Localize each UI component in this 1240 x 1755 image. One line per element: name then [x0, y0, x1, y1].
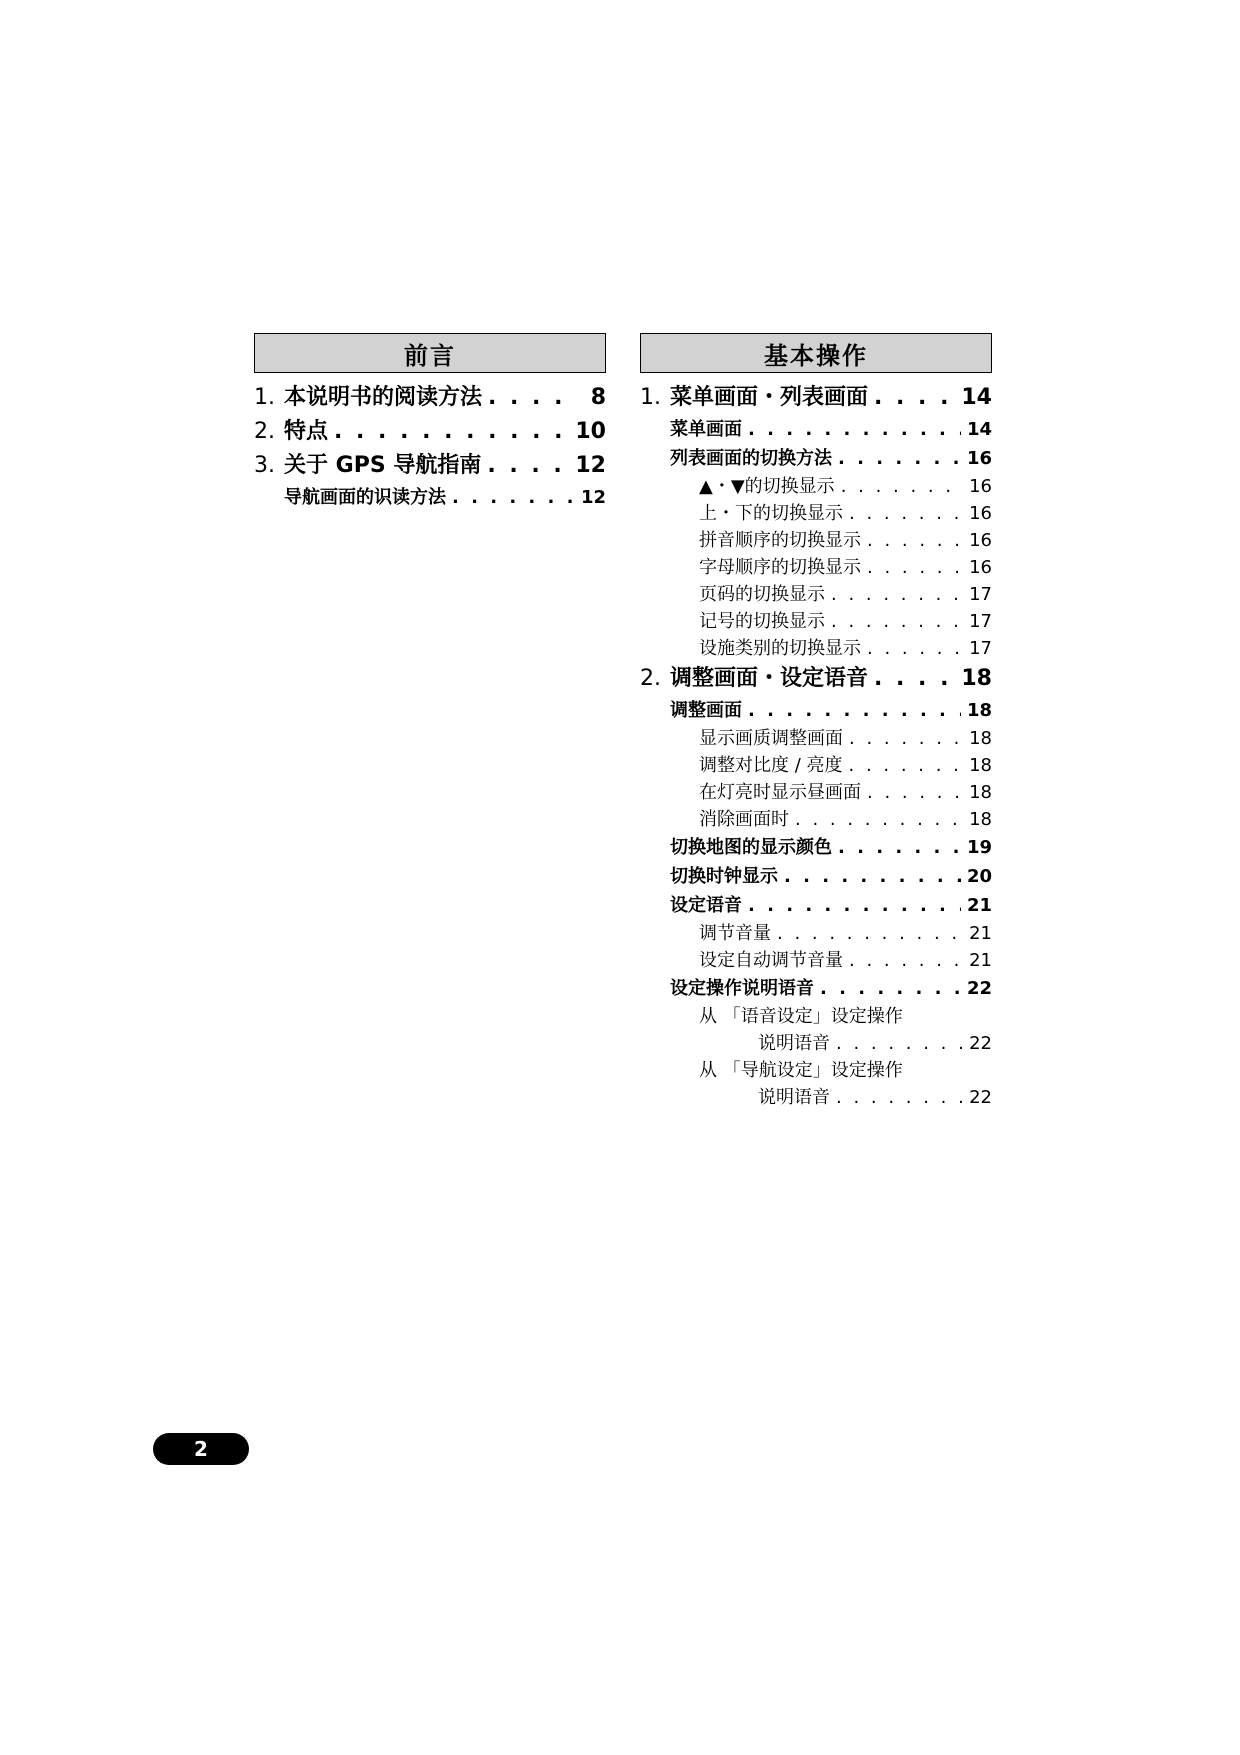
dot-leader	[831, 581, 963, 608]
toc-entry[interactable]	[640, 1057, 992, 1084]
toc-entry-title	[670, 891, 742, 920]
toc-entry-title-text: 设定操作说明语音	[670, 978, 814, 999]
toc-entry-page: 12	[575, 453, 606, 478]
toc-entry-page: 18	[969, 755, 992, 776]
toc-entry-page: 16	[969, 530, 992, 551]
dot-leader	[867, 779, 963, 806]
toc-entry[interactable]	[640, 662, 992, 696]
toc-entry-title-text: 设施类别的切换显示	[699, 638, 861, 659]
toc-entry-title	[699, 920, 771, 947]
toc-entry-title	[699, 500, 843, 527]
toc-entry-page: 18	[969, 809, 992, 830]
toc-entry[interactable]	[640, 635, 992, 662]
toc-entry-title-text: 菜单画面・列表画面	[670, 385, 869, 410]
dot-leader	[784, 862, 961, 891]
toc-column-basic-operations	[640, 333, 992, 1111]
toc-entry[interactable]	[640, 806, 992, 833]
toc-entry-title	[284, 483, 446, 512]
dot-leader	[836, 1084, 963, 1111]
toc-entry-number: 2.	[254, 419, 275, 444]
toc-entry-title-text: 特点	[284, 419, 329, 444]
dot-leader	[849, 500, 963, 527]
toc-entry-title	[699, 1057, 903, 1084]
toc-entry-title-text: 上・下的切换显示	[699, 503, 843, 524]
dot-leader	[874, 662, 955, 696]
dot-leader	[488, 381, 578, 415]
toc-entry[interactable]	[640, 779, 992, 806]
toc-entry-title	[699, 581, 825, 608]
toc-entry-title	[254, 381, 482, 415]
toc-entry-title-text: 从 「语音设定」设定操作	[699, 1006, 903, 1027]
dot-leader	[849, 752, 964, 779]
dot-leader	[838, 833, 961, 862]
toc-entry-title	[670, 415, 742, 444]
toc-entry-page: 18	[969, 782, 992, 803]
toc-entry-page: 21	[969, 923, 992, 944]
toc-entry-title-text: 菜单画面	[670, 419, 742, 440]
toc-entry-title	[699, 608, 825, 635]
toc-column-foreword	[254, 333, 606, 512]
toc-entry-page: 18	[961, 666, 992, 691]
dot-leader	[849, 725, 963, 752]
toc-entry-title-text: 调整画面	[670, 700, 742, 721]
toc-entry-title-text: ▲・▼的切换显示	[699, 476, 835, 497]
dot-leader	[831, 608, 963, 635]
toc-entry-title-text: 调整对比度 / 亮度	[699, 755, 843, 776]
toc-entry-title-text: 设定语音	[670, 895, 742, 916]
toc-entry-title	[699, 725, 843, 752]
toc-entry[interactable]	[640, 608, 992, 635]
section-header-basic-operations: 基本操作	[640, 333, 992, 373]
toc-entry-page: 18	[969, 728, 992, 749]
dot-leader	[874, 381, 955, 415]
toc-entry-title	[699, 947, 843, 974]
toc-entry-page: 8	[590, 385, 606, 410]
toc-entry[interactable]	[640, 891, 992, 920]
toc-entry-title	[670, 862, 778, 891]
toc-entry-page: 17	[969, 584, 992, 605]
toc-entry[interactable]	[640, 862, 992, 891]
toc-entry-title	[699, 1003, 903, 1030]
toc-entry-number: 1.	[254, 385, 275, 410]
toc-entry[interactable]	[640, 381, 992, 415]
toc-entry-page: 16	[969, 503, 992, 524]
toc-entry-title	[699, 527, 861, 554]
toc-entry-title-text: 消除画面时	[699, 809, 789, 830]
toc-entry-page: 22	[966, 978, 992, 999]
toc-entry-title-text: 字母顺序的切换显示	[699, 557, 861, 578]
toc-entry-page: 10	[575, 419, 606, 444]
toc-entry[interactable]	[640, 1003, 992, 1030]
toc-entry-title-text: 页码的切换显示	[699, 584, 825, 605]
dot-leader	[487, 449, 569, 483]
toc-entry[interactable]	[640, 974, 992, 1003]
toc-list	[254, 381, 606, 512]
toc-entry-continuation[interactable]	[640, 1084, 992, 1111]
dot-leader	[795, 806, 963, 833]
toc-entry-title	[254, 449, 481, 483]
toc-entry[interactable]	[640, 833, 992, 862]
toc-entry-title-text: 导航画面的识读方法	[284, 487, 446, 508]
toc-list	[640, 381, 992, 1111]
toc-entry[interactable]	[640, 920, 992, 947]
toc-entry-title-text: 从 「导航设定」设定操作	[699, 1060, 903, 1081]
toc-entry-title	[670, 696, 742, 725]
toc-entry-title-continued: 说明语音	[758, 1087, 830, 1108]
toc-entry-page: 12	[580, 487, 606, 508]
toc-entry[interactable]	[640, 554, 992, 581]
toc-entry-title	[254, 415, 328, 449]
toc-entry-page: 21	[969, 950, 992, 971]
toc-entry[interactable]	[254, 415, 606, 449]
toc-entry-page: 21	[966, 895, 992, 916]
toc-entry-title-text: 显示画质调整画面	[699, 728, 843, 749]
toc-entry-title	[670, 444, 832, 473]
toc-entry[interactable]	[640, 415, 992, 444]
toc-entry[interactable]	[254, 449, 606, 483]
toc-entry[interactable]	[640, 581, 992, 608]
toc-entry[interactable]	[640, 947, 992, 974]
toc-entry-page: 14	[961, 385, 992, 410]
dot-leader	[841, 473, 963, 500]
toc-entry-title	[699, 635, 861, 662]
toc-entry[interactable]	[254, 483, 606, 512]
toc-entry-page: 18	[966, 700, 992, 721]
toc-entry-page: 22	[969, 1033, 992, 1054]
dot-leader	[777, 920, 963, 947]
toc-entry[interactable]	[640, 696, 992, 725]
dot-leader	[820, 974, 961, 1003]
toc-entry-title	[640, 381, 868, 415]
toc-entry-title-text: 记号的切换显示	[699, 611, 825, 632]
toc-entry[interactable]	[640, 752, 992, 779]
toc-entry[interactable]	[640, 725, 992, 752]
toc-entry[interactable]	[640, 444, 992, 473]
toc-entry-page: 17	[969, 638, 992, 659]
toc-entry-title-text: 切换时钟显示	[670, 866, 778, 887]
dot-leader	[867, 635, 963, 662]
toc-entry-continuation[interactable]	[640, 1030, 992, 1057]
dot-leader	[849, 947, 963, 974]
toc-entry-number: 3.	[254, 453, 275, 478]
toc-entry-title-text: 调节音量	[699, 923, 771, 944]
toc-entry-page: 16	[969, 557, 992, 578]
toc-entry-page: 22	[969, 1087, 992, 1108]
toc-entry-title-text: 切换地图的显示颜色	[670, 837, 832, 858]
toc-entry-title	[670, 974, 814, 1003]
toc-entry-title-text: 调整画面・设定语音	[670, 666, 869, 691]
page-number-badge: 2	[153, 1433, 249, 1465]
toc-entry-title	[699, 752, 843, 779]
dot-leader	[836, 1030, 963, 1057]
toc-entry-page: 20	[966, 866, 992, 887]
toc-entry-page: 14	[966, 419, 992, 440]
toc-entry-title	[699, 473, 835, 500]
toc-entry-page: 17	[969, 611, 992, 632]
toc-entry-title-text: 列表画面的切换方法	[670, 448, 832, 469]
toc-entry-title	[699, 806, 789, 833]
dot-leader	[838, 444, 961, 473]
dot-leader	[867, 527, 963, 554]
toc-entry-title-continued: 说明语音	[758, 1033, 830, 1054]
section-header-foreword: 前言	[254, 333, 606, 373]
toc-entry-page: 16	[969, 476, 992, 497]
toc-entry-number: 1.	[640, 385, 661, 410]
dot-leader	[334, 415, 569, 449]
toc-entry-title-text: 本说明书的阅读方法	[284, 385, 483, 410]
toc-entry[interactable]	[640, 473, 992, 500]
dot-leader	[867, 554, 963, 581]
dot-leader	[748, 696, 961, 725]
toc-entry[interactable]	[640, 527, 992, 554]
toc-entry[interactable]	[254, 381, 606, 415]
toc-entry-page: 16	[966, 448, 992, 469]
toc-entry-title	[640, 662, 868, 696]
toc-entry-title-text: 拼音顺序的切换显示	[699, 530, 861, 551]
toc-entry-title	[699, 554, 861, 581]
toc-entry-number: 2.	[640, 666, 661, 691]
toc-entry-title	[699, 779, 861, 806]
toc-entry-title-text: 在灯亮时显示昼画面	[699, 782, 861, 803]
toc-entry-title	[670, 833, 832, 862]
dot-leader	[452, 483, 575, 512]
dot-leader	[748, 415, 961, 444]
toc-entry-page: 19	[966, 837, 992, 858]
toc-entry[interactable]	[640, 500, 992, 527]
dot-leader	[748, 891, 961, 920]
toc-entry-title-text: 关于 GPS 导航指南	[284, 453, 482, 478]
toc-entry-title-text: 设定自动调节音量	[699, 950, 843, 971]
